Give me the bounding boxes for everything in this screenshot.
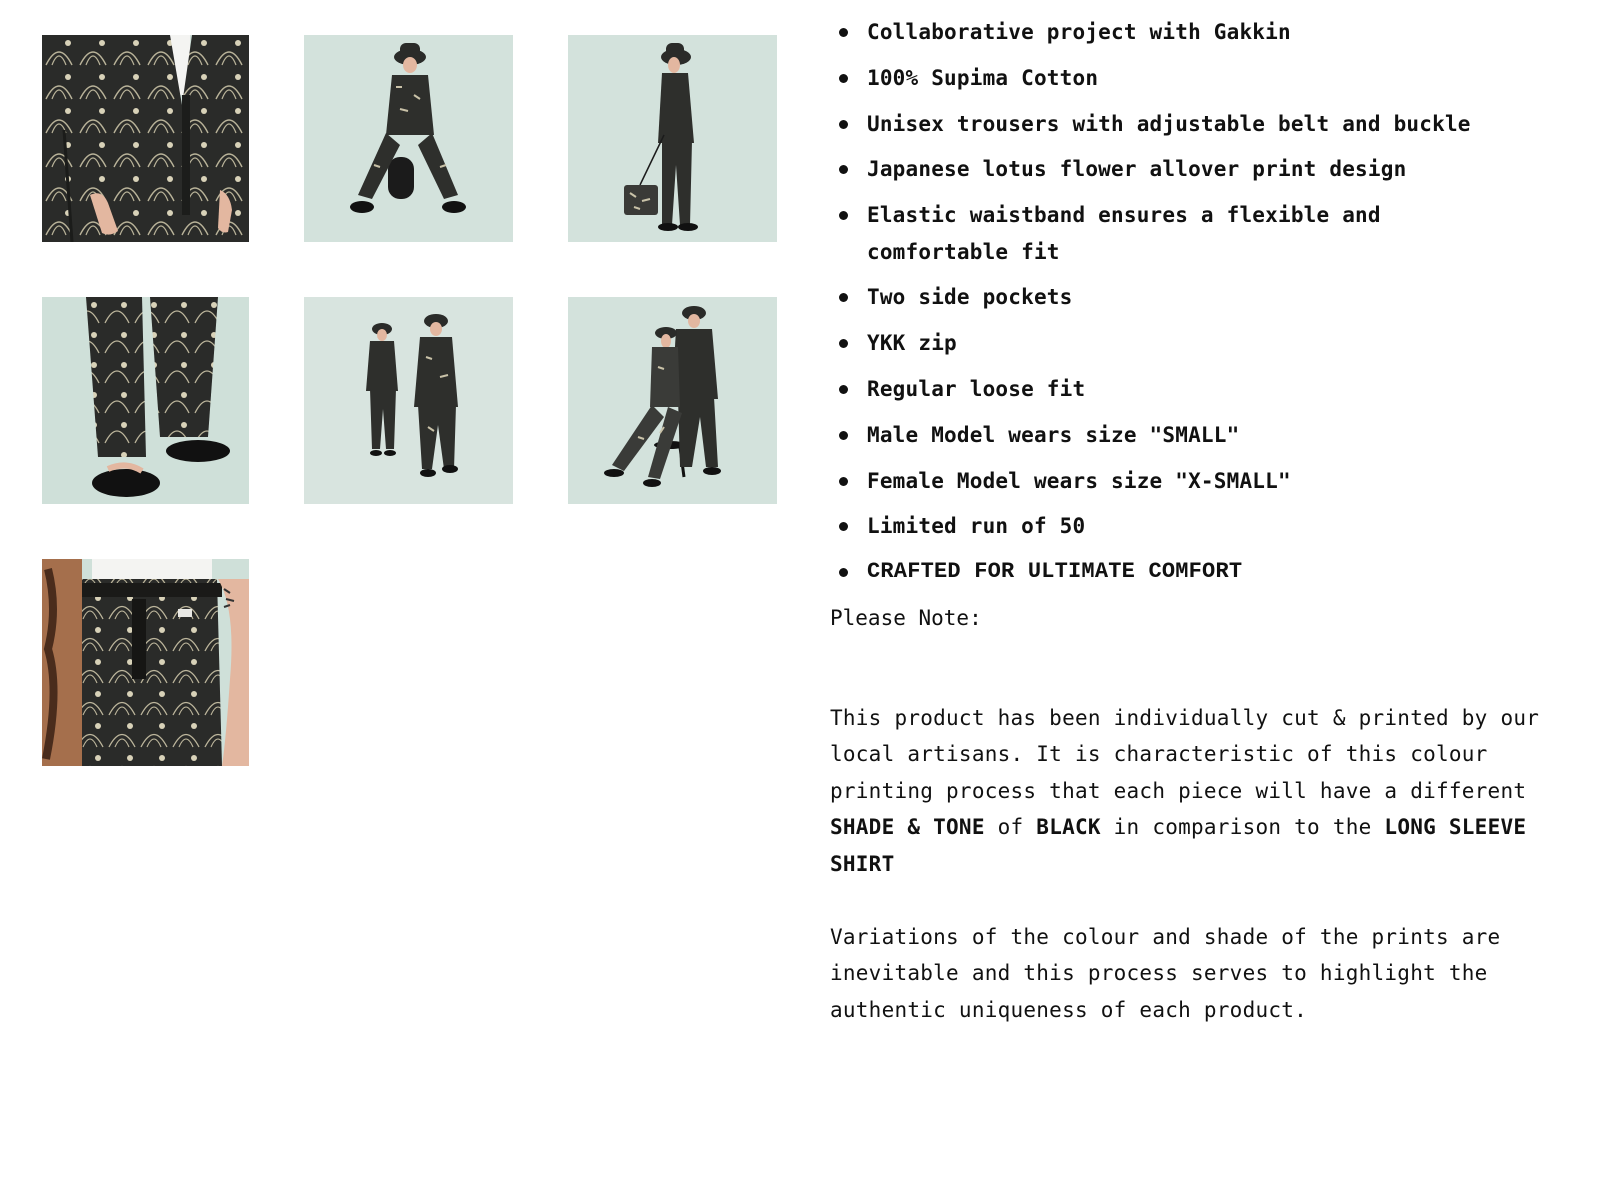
feature-item: Two side pockets: [830, 279, 1570, 316]
product-photo: [568, 35, 777, 242]
gallery-thumb-4[interactable]: [42, 297, 249, 504]
note-text: This product has been individually cut & printed by our local artisans. It is characteristic of this colour printing process that each piece will have a different: [830, 705, 1540, 803]
product-image-gallery: [42, 35, 778, 766]
note-emphasis: SHADE & TONE: [830, 815, 985, 840]
note-emphasis: BLACK: [1036, 815, 1101, 840]
product-photo: [304, 35, 513, 242]
product-description: [830, 14, 1570, 1028]
gallery-thumb-3[interactable]: [568, 35, 777, 242]
gallery-thumb-5[interactable]: [304, 297, 513, 504]
note-text: of: [984, 815, 1037, 840]
product-photo: [42, 297, 249, 504]
feature-item: CRAFTED FOR ULTIMATE COMFORT: [830, 554, 1570, 591]
feature-item: Male Model wears size "SMALL": [830, 417, 1570, 454]
note-paragraph-1: [830, 700, 1570, 883]
note-title: Please Note:: [830, 606, 982, 631]
gallery-thumb-1[interactable]: [42, 35, 249, 242]
note-text: in comparison to the: [1100, 815, 1385, 840]
note-paragraph-2: Variations of the colour and shade of the prints are inevitable and this process serves to highlight the authentic uniqueness of each product.: [830, 924, 1501, 1022]
gallery-thumb-2[interactable]: [304, 35, 513, 242]
feature-item: 100% Supima Cotton: [830, 60, 1570, 97]
feature-list: [830, 14, 1570, 591]
note-emphasis: LONG SLEEVE SHIRT: [830, 815, 1527, 876]
gallery-thumb-7[interactable]: [42, 559, 249, 766]
product-photo: [304, 297, 513, 504]
gallery-thumb-6[interactable]: [568, 297, 777, 504]
feature-item: Regular loose fit: [830, 371, 1570, 408]
feature-item: Unisex trousers with adjustable belt and buckle: [830, 106, 1570, 143]
feature-item: Limited run of 50: [830, 508, 1570, 545]
product-photo: [42, 559, 249, 766]
feature-item: Elastic waistband ensures a flexible and comfortable fit: [830, 197, 1457, 270]
feature-item: Female Model wears size "X-SMALL": [830, 463, 1570, 500]
feature-item: YKK zip: [830, 325, 1570, 362]
feature-item: Japanese lotus flower allover print design: [830, 151, 1570, 188]
feature-item: Collaborative project with Gakkin: [830, 14, 1570, 51]
product-photo: [568, 297, 777, 504]
product-photo: [42, 35, 249, 242]
